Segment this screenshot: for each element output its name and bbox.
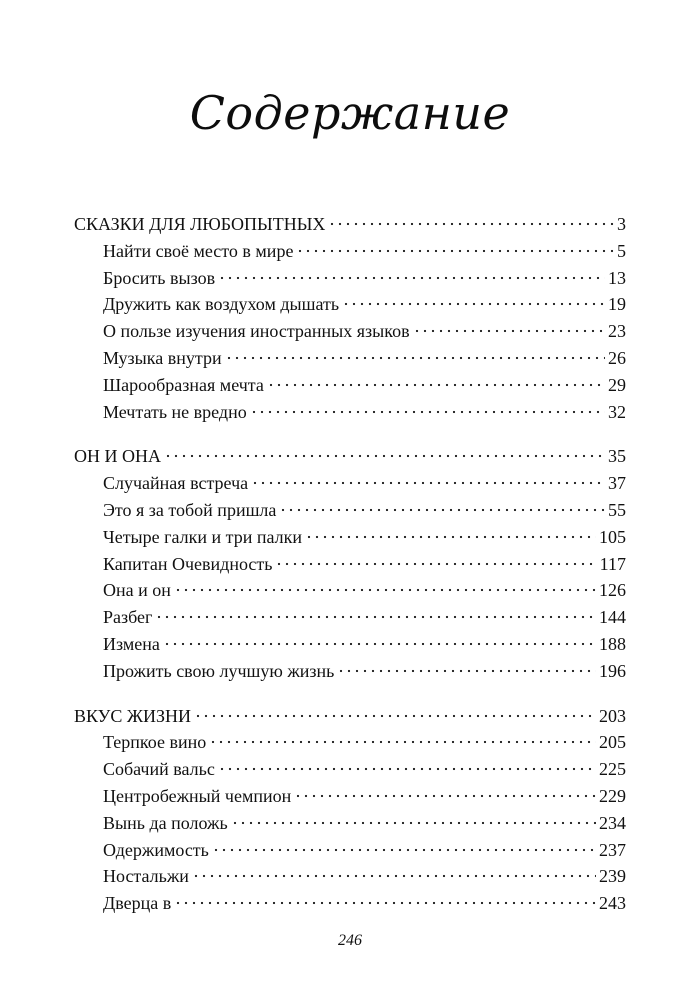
toc-page-number: 23 — [608, 321, 626, 342]
toc-entry — [74, 783, 626, 810]
toc-page-number: 229 — [599, 785, 626, 806]
toc-entry-title: Музыка внутри — [103, 347, 222, 368]
toc-page-number: 19 — [608, 294, 626, 315]
dot-leader — [218, 276, 605, 280]
toc-entry-title: Шарообразная мечта — [103, 374, 264, 395]
dot-leader — [218, 767, 596, 771]
toc-entry — [74, 318, 626, 345]
toc-entry-title: Капитан Очевидность — [103, 553, 273, 574]
dot-leader — [275, 562, 596, 566]
dot-leader — [155, 615, 596, 619]
toc-entry-title: Это я за тобой пришла — [103, 499, 277, 520]
dot-leader — [174, 901, 596, 905]
toc-entry — [74, 399, 626, 426]
toc-entry — [74, 810, 626, 837]
toc-page-number: 26 — [608, 347, 626, 368]
toc-entry — [74, 551, 626, 578]
toc-entry — [74, 658, 626, 685]
dot-leader — [194, 714, 596, 718]
dot-leader — [164, 454, 605, 458]
toc-page-number: 117 — [599, 553, 626, 574]
toc-entry-title: Она и он — [103, 580, 171, 601]
toc-page-number: 13 — [608, 267, 626, 288]
dot-leader — [251, 481, 605, 485]
toc-page-number: 35 — [608, 446, 626, 467]
toc-entry — [74, 604, 626, 631]
page-title: Содержание — [189, 86, 511, 140]
toc-page-number: 144 — [599, 607, 626, 628]
toc-page-number: 225 — [599, 759, 626, 780]
toc-page-number: 29 — [608, 374, 626, 395]
toc-page-number: 239 — [599, 866, 626, 887]
toc-entry — [74, 863, 626, 890]
toc-entry — [74, 631, 626, 658]
toc-entry — [74, 497, 626, 524]
toc-page-number: 243 — [599, 893, 626, 914]
toc-section-heading — [74, 211, 626, 238]
toc-section-title: ОН И ОНА — [74, 446, 161, 467]
dot-leader — [337, 669, 596, 673]
toc-section — [74, 703, 626, 917]
toc-section-heading — [74, 443, 626, 470]
dot-leader — [296, 249, 614, 253]
toc-entry-title: Случайная встреча — [103, 473, 249, 494]
toc-page-number: 55 — [608, 499, 626, 520]
toc-page-number: 105 — [599, 526, 626, 547]
toc-entry-title: Разбег — [103, 607, 153, 628]
dot-leader — [279, 508, 605, 512]
page-number: 246 — [338, 932, 362, 949]
toc-section-heading — [74, 703, 626, 730]
toc-entry-title: Ностальжи — [103, 866, 189, 887]
toc-entry — [74, 470, 626, 497]
toc-entry — [74, 837, 626, 864]
toc-page-number: 3 — [617, 214, 626, 234]
dot-leader — [250, 410, 605, 414]
dot-leader — [267, 383, 605, 387]
toc-entry-title: Собачий вальс — [103, 759, 215, 780]
toc-entry-title: Одержимость — [103, 839, 209, 860]
toc-entry — [74, 524, 626, 551]
dot-leader — [174, 588, 596, 592]
dot-leader — [225, 356, 605, 360]
toc-entry — [74, 756, 626, 783]
toc-page-number: 37 — [608, 473, 626, 494]
toc-section-title: СКАЗКИ ДЛЯ ЛЮБОПЫТНЫХ — [74, 214, 326, 234]
toc-entry-title: Вынь да положь — [103, 812, 228, 833]
toc-entry — [74, 238, 626, 265]
toc-section — [74, 443, 626, 684]
dot-leader — [328, 222, 614, 226]
toc-entry — [74, 265, 626, 292]
dot-leader — [413, 329, 605, 333]
toc-entry-title: О пользе изучения иностранных языков — [103, 321, 410, 342]
dot-leader — [294, 794, 596, 798]
toc-page-number: 237 — [599, 839, 626, 860]
toc-page-number: 126 — [599, 580, 626, 601]
toc-page-number: 32 — [608, 401, 626, 422]
toc-entry-title: Дверца в — [103, 893, 172, 914]
dot-leader — [342, 302, 605, 306]
toc-entry — [74, 345, 626, 372]
dot-leader — [163, 642, 596, 646]
toc-entry-title: Прожить свою лучшую жизнь — [103, 660, 335, 681]
toc-page-number: 196 — [599, 660, 626, 681]
toc-entry — [74, 577, 626, 604]
toc-page-number: 5 — [617, 240, 626, 261]
toc-entry — [74, 372, 626, 399]
dot-leader — [231, 821, 596, 825]
dot-leader — [212, 848, 596, 852]
toc-entry — [74, 729, 626, 756]
dot-leader — [192, 874, 596, 878]
toc-section-title: ВКУС ЖИЗНИ — [74, 705, 192, 726]
toc-page-number: 203 — [599, 705, 626, 726]
dot-leader — [305, 535, 596, 539]
toc-entry-title: Найти своё место в мире — [103, 240, 294, 261]
toc-entry-title: Четыре галки и три палки — [103, 526, 303, 547]
toc-entry — [74, 890, 626, 917]
toc-entry-title: Бросить вызов — [103, 267, 216, 288]
toc-entry-title: Дружить как воздухом дышать — [103, 294, 340, 315]
toc-entry-title: Измена — [103, 633, 160, 654]
toc-entry — [74, 291, 626, 318]
toc-entry-title: Терпкое вино — [103, 732, 207, 753]
dot-leader — [209, 740, 596, 744]
toc-entry-title: Центробежный чемпион — [103, 785, 292, 806]
toc-page-number: 205 — [599, 732, 626, 753]
table-of-contents — [74, 211, 626, 935]
toc-page-number: 188 — [599, 633, 626, 654]
toc-section — [74, 211, 626, 425]
toc-page-number: 234 — [599, 812, 626, 833]
toc-entry-title: Мечтать не вредно — [103, 401, 247, 422]
